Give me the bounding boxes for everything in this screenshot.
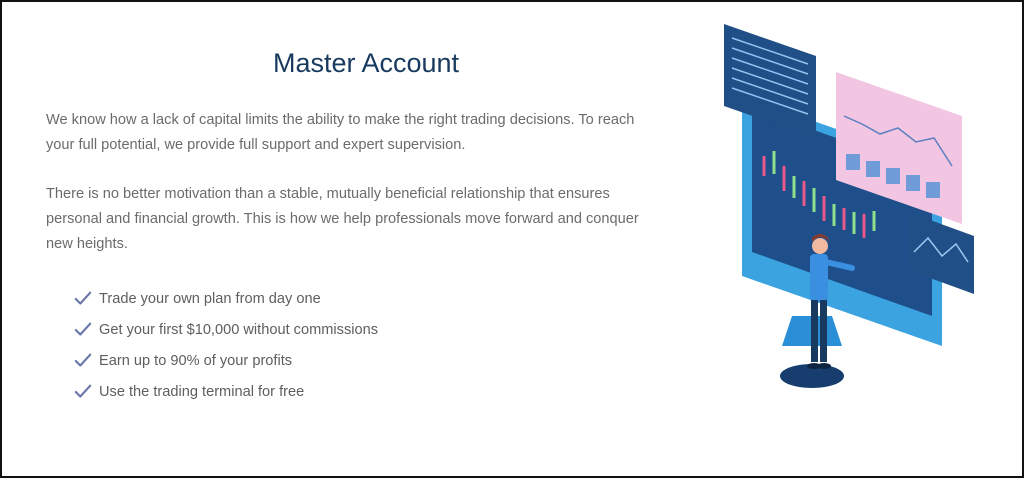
feature-label: Get your first $10,000 without commissions — [99, 321, 379, 338]
motivation-paragraph: There is no better motivation than a stable, mutually beneficial relationship that ensures personal and financial growth. This is how we help professionals move forward and conquer new heights. — [46, 186, 639, 252]
intro-paragraph: We know how a lack of capital limits the ability to make the right trading decisions. To reach your full potential, we provide full support and expert supervision. — [46, 112, 635, 153]
checkmark-icon — [74, 321, 92, 339]
checkmark-icon — [74, 352, 92, 370]
checkmark-icon — [74, 290, 92, 308]
trader-at-screens-illustration — [702, 16, 992, 396]
feature-item — [74, 283, 378, 314]
feature-label: Earn up to 90% of your profits — [99, 352, 293, 369]
feature-item — [74, 314, 378, 345]
feature-label: Trade your own plan from day one — [99, 290, 321, 307]
feature-item — [74, 376, 378, 407]
feature-label: Use the trading terminal for free — [99, 383, 305, 400]
checkmark-icon — [74, 383, 92, 401]
feature-item — [74, 345, 378, 376]
section-title: Master Account — [272, 48, 460, 78]
feature-list — [74, 283, 378, 407]
